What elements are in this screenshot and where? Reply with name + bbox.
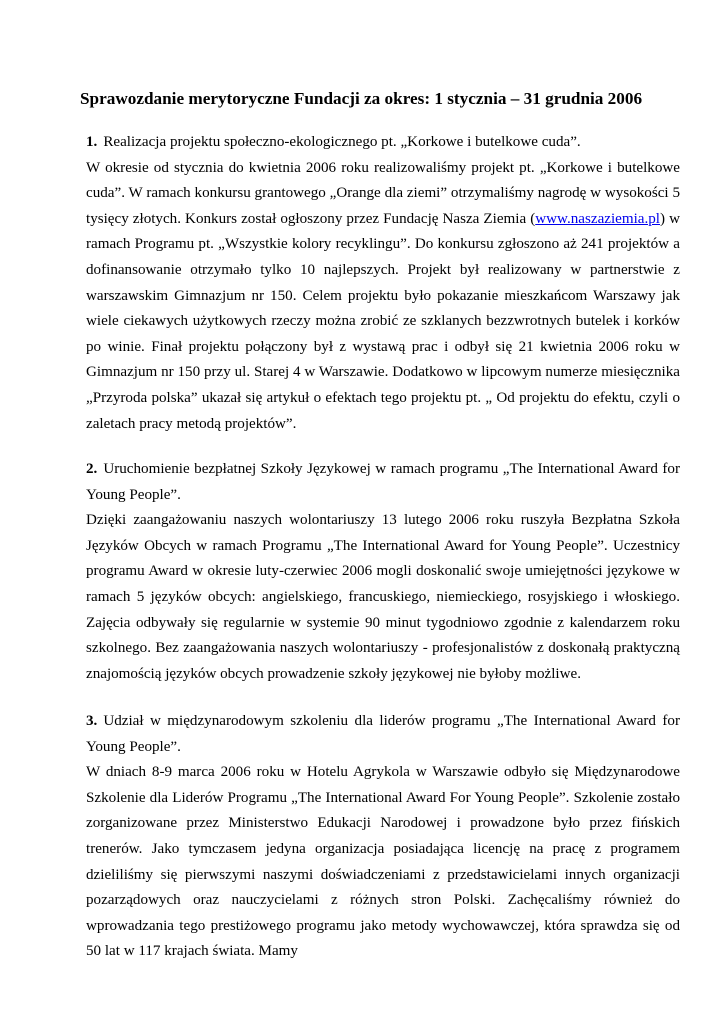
section-3-body: W dniach 8-9 marca 2006 roku w Hotelu Agrykola w Warszawie odbyło się Międzynarodowe Szkolenie dla Liderów Programu „The International Award For Young People”. Szkolenie zostało zorganizowane przez Ministerstwo Edukacji Narodowej i prowadzone było przez fińskich trenerów. Jako tymczasem jedyna organizacja posiadająca licencję na pracę z programem dzieliliśmy się pierwszymi naszymi doświadczeniami z przedstawicielami innych organizacji pozarządowych oraz nauczycielami z różnych stron Polski. Zachęcaliśmy również do wprowadzania tego prestiżowego programu jako metody wychowawczej, która sprawdza się od 50 lat w 117 krajach świata. Mamy [86, 764, 680, 960]
document-title: Sprawozdanie merytoryczne Fundacji za okres: 1 stycznia – 31 grudnia 2006 [80, 89, 643, 108]
section-2 [86, 457, 680, 687]
section-2-body: Dzięki zaangażowaniu naszych wolontariuszy 13 lutego 2006 roku ruszyła Bezpłatna Szkoła Języków Obcych w ramach Programu „The International Award for Young People”. Uczestnicy programu Award w okresie luty-czerwiec 2006 mogli doskonalić swoje umiejętności językowe w ramach 5 języków obcych: angielskiego, francuskiego, niemieckiego, rosyjskiego i włoskiego. Zajęcia odbywały się regularnie w systemie 90 minut tygodniowo zgodnie z kalendarzem roku szkolnego. Bez zaangażowania naszych wolontariuszy - profesjonalistów z doskonałą praktyczną znajomością języków obcych prowadzenie szkoły językowej nie byłoby możliwe. [86, 512, 680, 682]
section-3-number: 3. [86, 713, 98, 729]
section-1-heading [86, 130, 680, 156]
section-2-heading-text: Uruchomienie bezpłatnej Szkoły Językowej w ramach programu „The International Award for Young People”. [86, 461, 680, 503]
naszaziemia-link[interactable]: www.naszaziemia.pl [535, 210, 661, 227]
section-1 [86, 130, 680, 437]
section-1-body-part-1: W okresie od stycznia do kwietnia 2006 roku realizowaliśmy projekt pt. „Korkowe i butelkowe cuda”. W ramach konkursu grantowego „Orange dla ziemi” otrzymaliśmy nagrodę w wysokości 5 tysięcy złotych. Konkurs został ogłoszony przez Fundację Nasza Ziemia ( [86, 159, 680, 227]
section-3-heading-text: Udział w międzynarodowym szkoleniu dla liderów programu „The International Award for Young People”. [86, 713, 680, 755]
section-1-heading-text: Realizacja projektu społeczno-ekologicznego pt. „Korkowe i butelkowe cuda”. [103, 134, 581, 150]
section-1-body [86, 156, 680, 438]
section-2-heading [86, 457, 680, 508]
section-3-heading [86, 709, 680, 760]
section-1-body-part-2: ) w ramach Programu pt. „Wszystkie kolory recyklingu”. Do konkursu zgłoszono aż 241 projektów a dofinansowanie otrzymało tylko 10 najlepszych. Projekt był realizowany w partnerstwie z warszawskim Gimnazjum nr 150. Celem projektu było pokazanie mieszkańcom Warszawy jak wiele ciekawych użytkowych rzeczy można zrobić ze szklanych bezzwrotnych butelek i korków po winie. Finał projektu połączony był z wystawą prac i odbył się 21 kwietnia 2006 roku w Gimnazjum nr 150 przy ul. Starej 4 w Warszawie. Dodatkowo w lipcowym numerze miesięcznika „Przyroda polska” ukazał się artykuł o efektach tego projektu pt. „ Od projektu do efektu, czyli o zaletach pracy metodą projektów”. [86, 210, 680, 432]
section-2-number: 2. [86, 461, 98, 477]
section-1-number: 1. [86, 134, 98, 150]
section-3 [86, 709, 680, 965]
